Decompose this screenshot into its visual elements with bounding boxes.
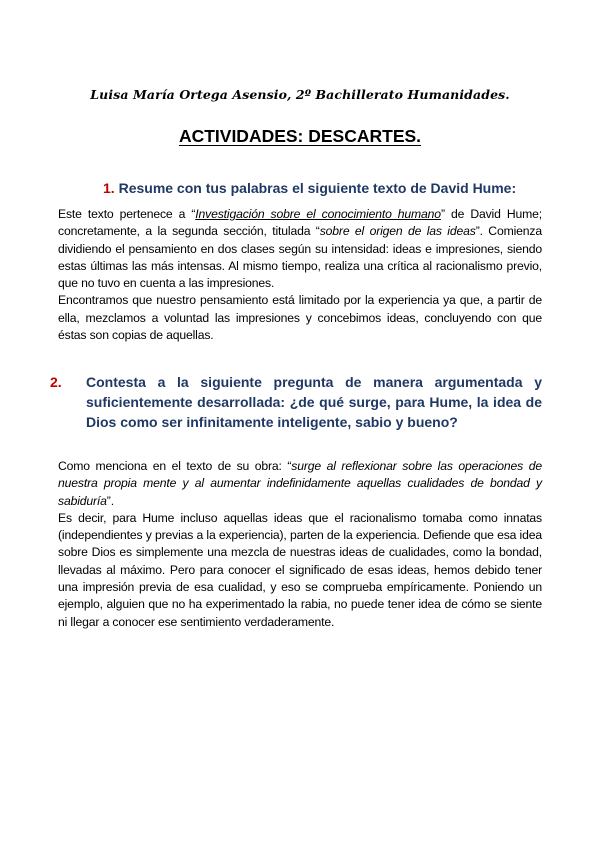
answer-1-paragraph-1 (58, 206, 542, 292)
page-title: ACTIVIDADES: DESCARTES. (178, 126, 422, 146)
answer-2-text-b: ”. (106, 493, 114, 508)
question-1-prompt: Resume con tus palabras el siguiente texto de David Hume: (118, 180, 517, 196)
answer-2-paragraph-1 (58, 458, 542, 510)
answer-1-text-a: Este texto pertenece a “ (58, 207, 196, 221)
answer-1-paragraph-2: Encontramos que nuestro pensamiento está limitado por la experiencia ya que, a partir de ella, mezclamos a voluntad las impresiones y concebimos ideas, concluyendo con que éstas son copias de aquellas. (58, 293, 542, 343)
hume-quote: surge al reflexionar sobre las operaciones de nuestra propia mente y al aumentar indefinidamente aquellas cualidades de bondad y sabiduría (58, 459, 542, 508)
answer-2-paragraph-2: Es decir, para Hume incluso aquellas ideas que el racionalismo tomaba como innatas (independientes y previas a la experiencia), parten de la experiencia. Defiende que esa idea sobre Dios es simplemente una mezcla de nuestras ideas de cualidades, como la bondad, llevadas al máximo. Pero para conocer el significado de esas ideas, hemos debido tener una impresión previa de esa cualidad, y eso se comprueba empíricamente. Poniendo un ejemplo, alguien que no ha experimentado la rabia, no puede tener idea de cómo se siente ni llegar a conocer ese sentimiento verdaderamente. (58, 510, 542, 629)
answer-1 (58, 206, 542, 344)
answer-2-text-a: Como menciona en el texto de su obra: “ (58, 459, 292, 473)
answer-2 (58, 458, 542, 631)
question-1-heading (103, 178, 543, 198)
question-2-heading (50, 372, 542, 432)
section-title: sobre el origen de las ideas (319, 224, 476, 239)
question-2-number: 2. (50, 374, 62, 390)
question-2-prompt: Contesta a la siguiente pregunta de manera argumentada y suficientemente desarrollada: ¿de qué surge, para Hume, la idea de Dios como ser infinitamente inteligente, sabio y bueno? (86, 374, 542, 430)
answer-1-text-b: ” de David Hume; concretamente, a la segunda sección, titulada “ (58, 207, 542, 239)
answer-1-text-c: ”. Comienza dividiendo el pensamiento en dos clases según su intensidad: ideas e impresiones, siendo estas últimas las más intensas. Al mismo tiempo, realiza una crítica al racionalismo previo, que no tuvo en cuenta a las impresiones. (58, 224, 542, 291)
author-line: Luisa María Ortega Asensio, 2º Bachillerato Humanidades. (90, 87, 510, 102)
work-title: Investigación sobre el conocimiento humano (195, 207, 441, 221)
question-1-number: 1. (103, 180, 115, 196)
